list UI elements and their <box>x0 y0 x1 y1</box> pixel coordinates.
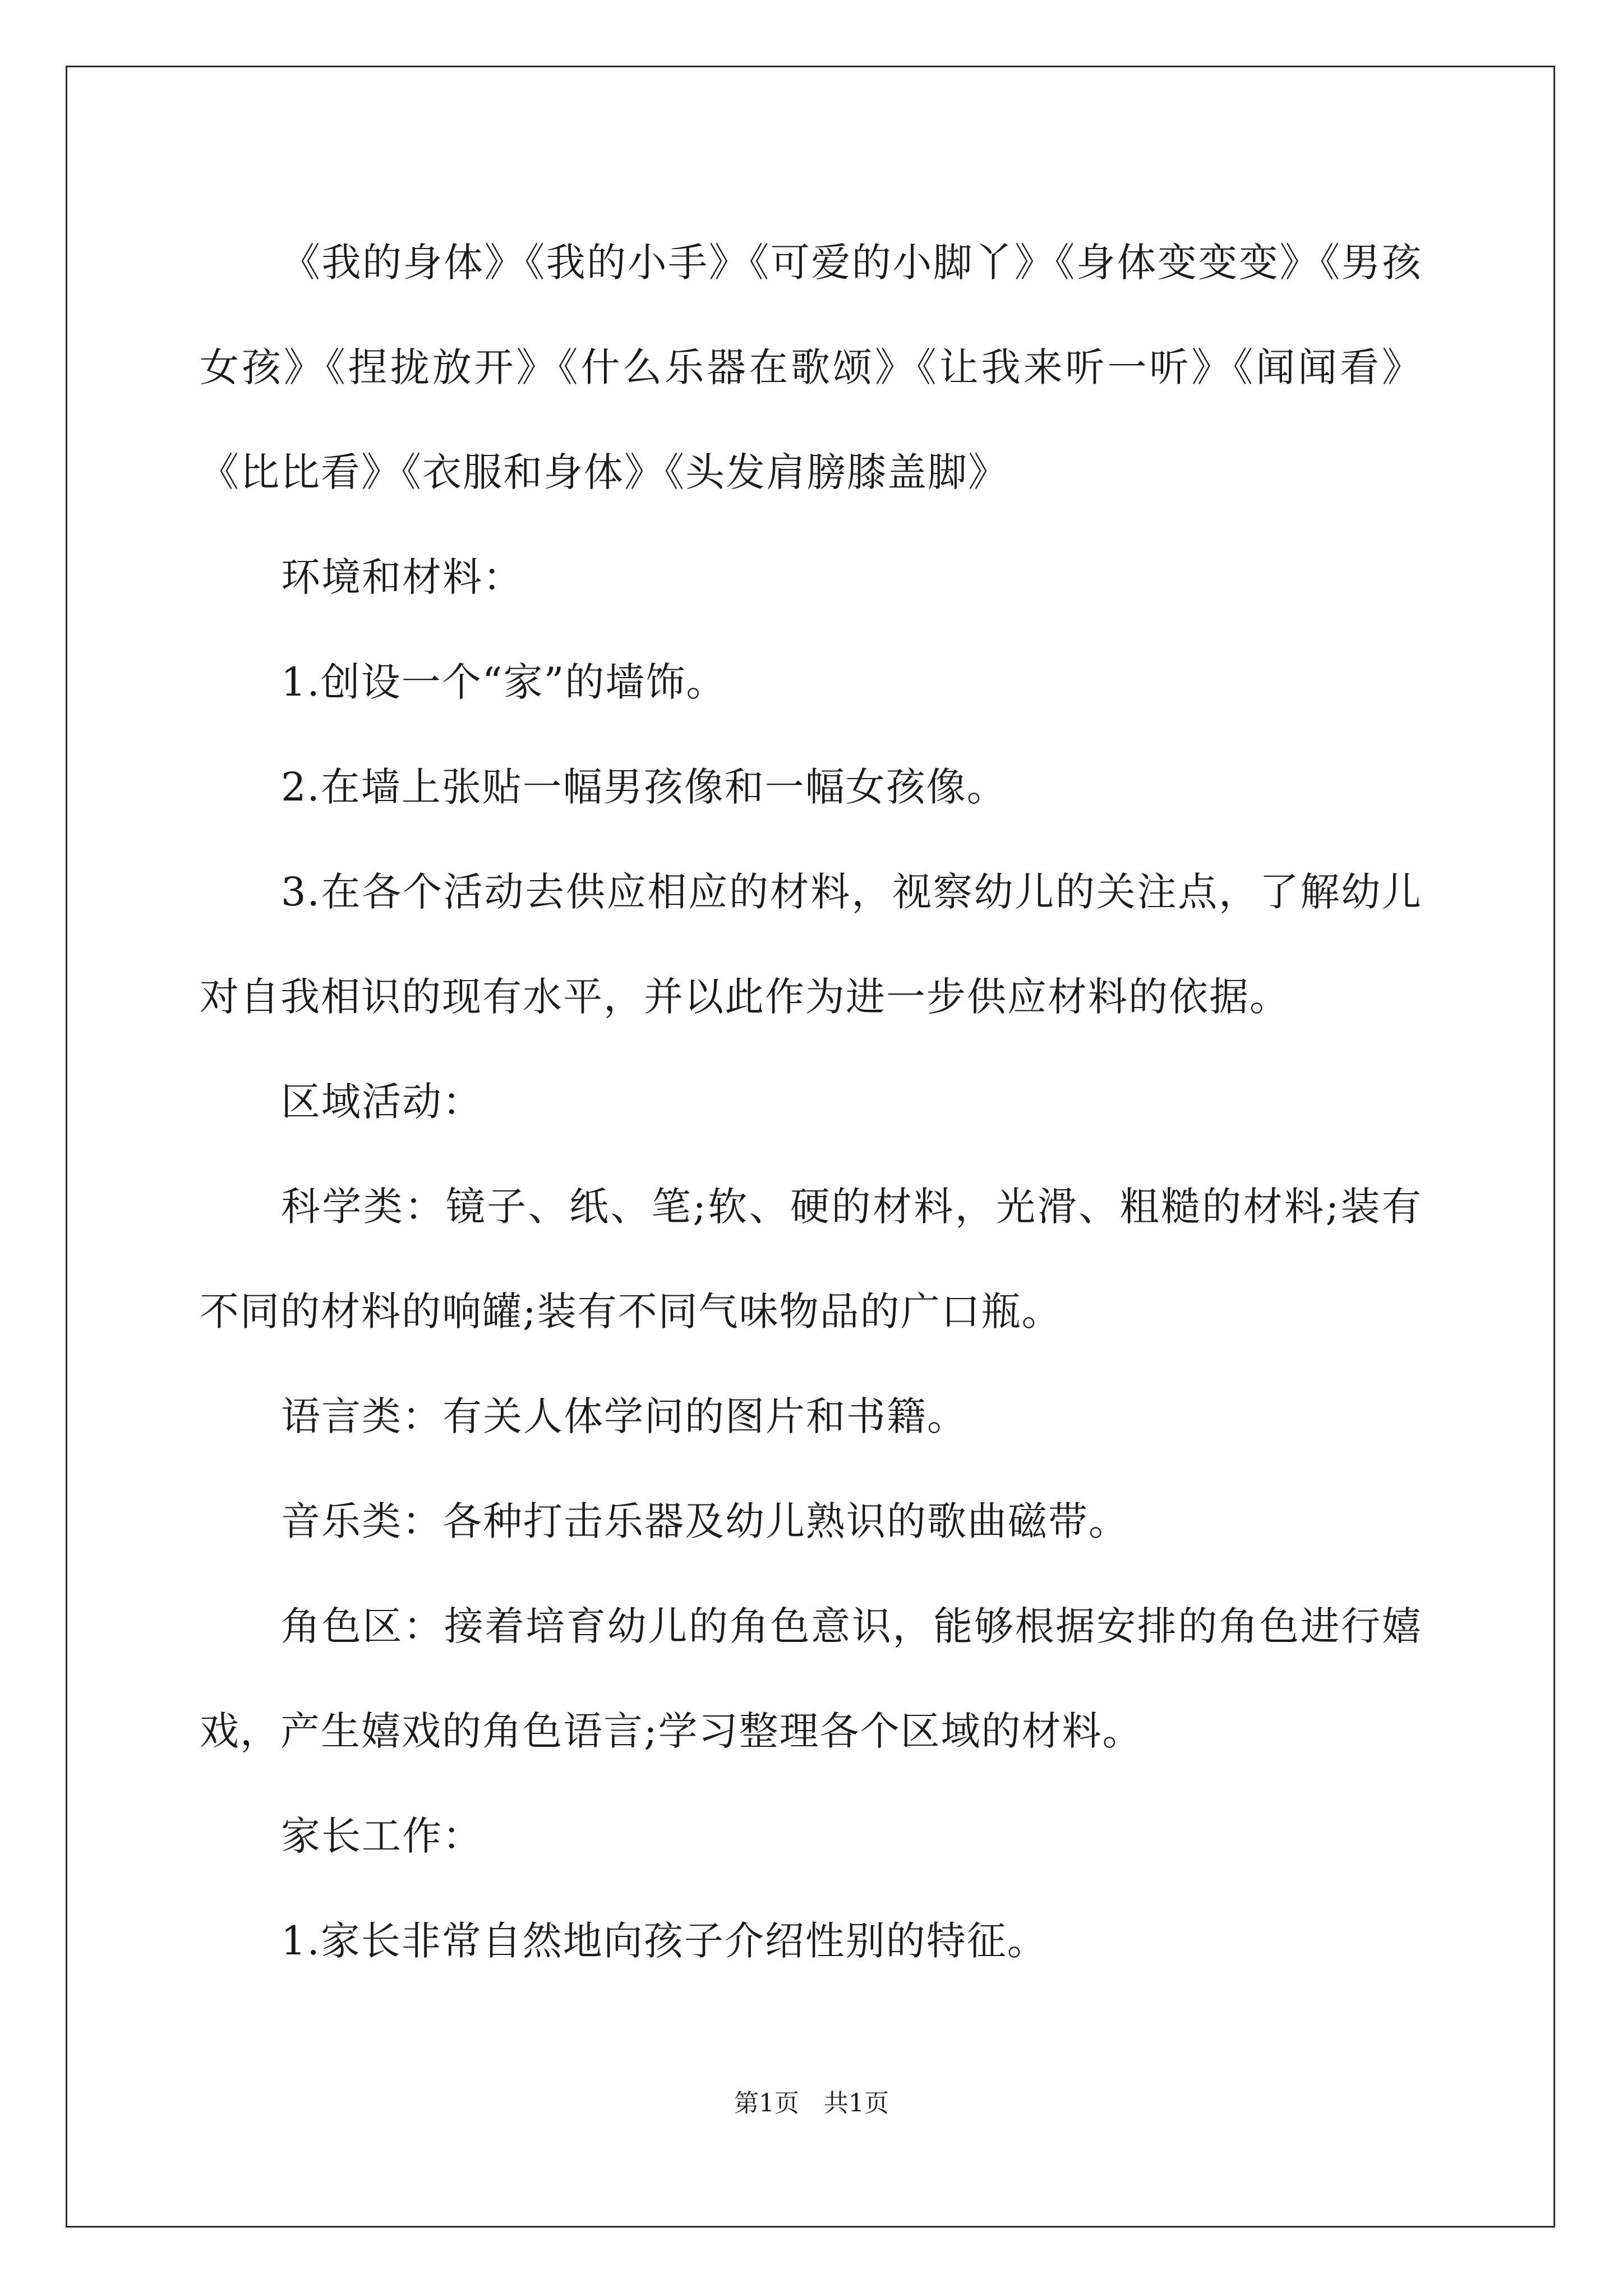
paragraph-song-list: 《我的身体》《我的小手》《可爱的小脚丫》《身体变变变》《男孩女孩》《捏拢放开》《什么乐器在歌颂》《让我来听一听》《闻闻看》《比比看》《衣服和身体》《头发肩膀膝盖脚》 <box>200 240 1422 495</box>
list-item-parent-1: 1.家长非常自然地向孩子介绍性别的特征。 <box>281 1918 1048 1964</box>
heading-parent-work: 家长工作： <box>281 1813 483 1859</box>
list-item-3: 3.在各个活动去供应相应的材料，视察幼儿的关注点，了解幼儿对自我相识的现有水平，并以此作为进一步供应材料的依据。 <box>200 869 1422 1020</box>
paragraph-role-area: 角色区：接着培育幼儿的角色意识，能够根据安排的角色进行嬉戏，产生嬉戏的角色语言;学习整理各个区域的材料。 <box>200 1603 1422 1754</box>
document-body <box>200 210 1422 1994</box>
paragraph-language: 语言类：有关人体学问的图片和书籍。 <box>281 1393 967 1439</box>
heading-environment-materials: 环境和材料： <box>281 554 523 600</box>
heading-area-activities: 区域活动： <box>281 1079 483 1125</box>
paragraph-music: 音乐类：各种打击乐器及幼儿熟识的歌曲磁带。 <box>281 1498 1129 1544</box>
list-item-2: 2.在墙上张贴一幅男孩像和一幅女孩像。 <box>281 764 1007 810</box>
paragraph-science: 科学类：镜子、纸、笔;软、硬的材料，光滑、粗糙的材料;装有不同的材料的响罐;装有不同气味物品的广口瓶。 <box>200 1184 1422 1335</box>
list-item-1: 1.创设一个“家”的墙饰。 <box>281 659 727 705</box>
page-footer: 第1页 共1页 <box>734 2089 889 2118</box>
